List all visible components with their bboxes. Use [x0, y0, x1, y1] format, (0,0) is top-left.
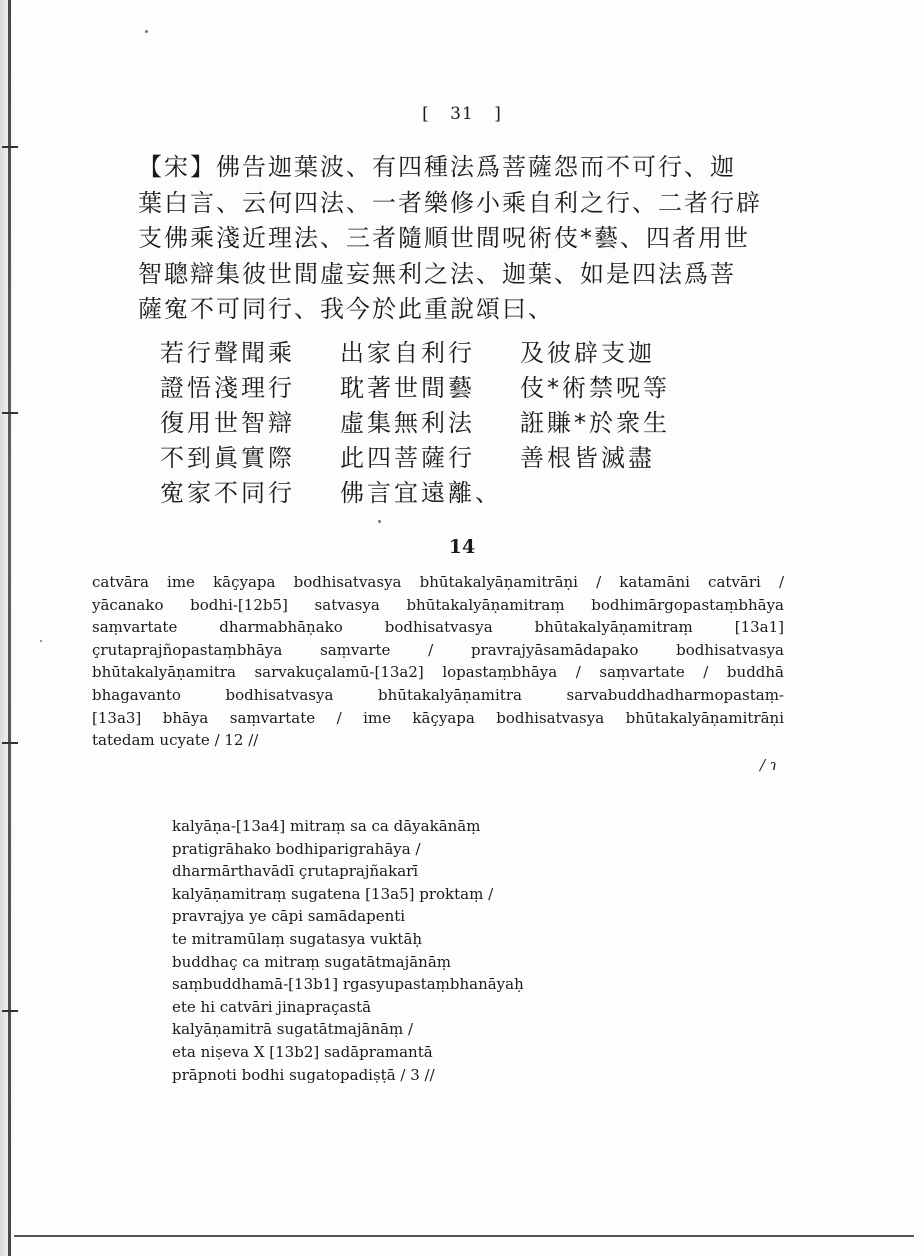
chinese-prose-line: 支佛乘淺近理法、三者隨順世間呪術伎*藝、四者用世 — [138, 224, 750, 252]
sanskrit-verse-line: te mitramūlaṃ sugatasya vuktāḥ — [172, 929, 423, 948]
sanskrit-verse-line: pratigrāhako bodhiparigrahāya / — [172, 839, 421, 858]
sanskrit-prose-line: [13a3] bhāya saṃvartate / ime kāçyapa bodhisatvasya bhūtakalyāṇamitrāṇi — [92, 708, 784, 727]
sanskrit-prose-line: yācanako bodhi-[12b5] satvasya bhūtakalyāṇamitraṃ bodhimārgopastaṃbhāya — [92, 595, 784, 614]
chinese-prose-line: 【宋】佛告迦葉波、有四種法爲菩薩怨而不可行、迦 — [138, 153, 736, 181]
sanskrit-prose-line: catvāra ime kāçyapa bodhisatvasya bhūtakalyāṇamitrāṇi / katamāni catvāri / — [92, 573, 784, 591]
sanskrit-verse-line: kalyāṇamitraṃ sugatena [13a5] proktaṃ / — [172, 884, 494, 903]
bottom-page-edge — [14, 1235, 914, 1237]
sanskrit-verse-line: pravrajya ye cāpi samādapenti — [172, 907, 406, 926]
scan-speck — [40, 640, 42, 642]
sanskrit-verse-line: buddhaç ca mitraṃ sugatātmajānāṃ — [172, 952, 451, 971]
chinese-verse-row — [160, 441, 700, 476]
binding-shadow — [0, 0, 14, 1256]
chinese-verse-cell: 虛集無利法 — [340, 409, 475, 437]
chinese-prose-paragraph — [138, 150, 778, 328]
sanskrit-verse-line: ete hi catvāri jinapraçastā — [172, 997, 372, 1016]
page-number-value: 31 — [450, 104, 474, 124]
chinese-verse-cell: 不到眞實際 — [160, 444, 295, 472]
section-number: 14 — [448, 536, 476, 558]
chinese-verse-cell: 佛言宜遠離、 — [340, 479, 502, 507]
chinese-verse-cell: 伎*術禁呪等 — [520, 374, 670, 402]
sanskrit-verse-line: kalyāṇa-[13a4] mitraṃ sa ca dāyakānāṃ — [172, 817, 481, 835]
sanskrit-prose-line: çrutaprajñopastaṃbhāya saṃvarte / pravrajyāsamādapako bodhisatvasya — [92, 640, 784, 659]
chinese-verse-grid — [160, 336, 700, 511]
page-number — [0, 104, 924, 124]
chinese-prose-line: 葉白言、云何四法、一者樂修小乘自利之行、二者行辟 — [138, 188, 762, 217]
chinese-verse-cell: 出家自利行 — [340, 339, 475, 367]
chinese-verse-cell: 寃家不同行 — [160, 479, 295, 507]
chinese-verse-cell: 耽著世間藝 — [340, 374, 475, 402]
chinese-prose-line: 智聰辯集彼世間虛妄無利之法、迦葉、如是四法爲菩 — [138, 259, 736, 288]
chinese-verse-cell: 此四菩薩行 — [340, 444, 475, 472]
sanskrit-prose-line: bhagavanto bodhisatvasya bhūtakalyāṇamitra sarvabuddhadharmopastaṃ- — [92, 685, 784, 704]
chinese-verse-cell: 及彼辟支迦 — [520, 339, 655, 367]
sanskrit-verse-line: kalyāṇamitrā sugatātmajānāṃ / — [172, 1020, 414, 1039]
sanskrit-verse-line: dharmārthavādī çrutaprajñakarī — [172, 862, 419, 881]
binding-edge — [8, 0, 11, 1256]
sanskrit-verse-line: eta niṣeva X [13b2] sadāpramantā — [172, 1042, 433, 1061]
sanskrit-prose-line: tatedam ucyate / 12 // — [92, 731, 259, 750]
scan-speck — [145, 30, 148, 33]
chinese-verse-cell — [520, 476, 700, 511]
chinese-verse-cell: 復用世智辯 — [160, 409, 295, 437]
page-number-open-bracket: [ — [422, 104, 430, 124]
chinese-verse-cell: 若行聲聞乘 — [160, 339, 295, 367]
chinese-verse-row — [160, 371, 700, 406]
binding-mark — [2, 742, 18, 744]
chinese-verse-row — [160, 336, 700, 371]
sanskrit-verse-line: prāpnoti bodhi sugatopadiṣṭā / 3 // — [172, 1065, 435, 1084]
scan-speck — [378, 520, 381, 523]
binding-mark — [2, 412, 18, 414]
sanskrit-verse-block — [172, 815, 672, 1086]
chinese-prose-line: 薩寃不可同行、我今於此重說頌曰、 — [138, 295, 554, 323]
chinese-verse-row — [160, 406, 700, 441]
chinese-verse-row — [160, 476, 700, 511]
sanskrit-prose-line: saṃvartate dharmabhāṇako bodhisatvasya bhūtakalyāṇamitraṃ [13a1] — [92, 618, 784, 637]
sanskrit-prose-line: bhūtakalyāṇamitra sarvakuçalamū-[13a2] lopastaṃbhāya / saṃvartate / buddhā — [92, 663, 784, 682]
chinese-verse-cell: 善根皆滅盡 — [520, 444, 655, 472]
chinese-verse-cell: 證悟淺理行 — [160, 374, 295, 402]
sanskrit-prose-paragraph — [92, 571, 784, 752]
binding-mark — [2, 146, 18, 148]
sanskrit-verse-line: saṃbuddhamā-[13b1] rgasyupastaṃbhanāyaḥ — [172, 975, 524, 994]
binding-mark — [2, 1010, 18, 1012]
page-number-close-bracket: ] — [494, 104, 502, 124]
handwritten-margin-note: / ɿ — [760, 756, 777, 774]
chinese-verse-cell: 誑賺*於衆生 — [520, 409, 670, 437]
